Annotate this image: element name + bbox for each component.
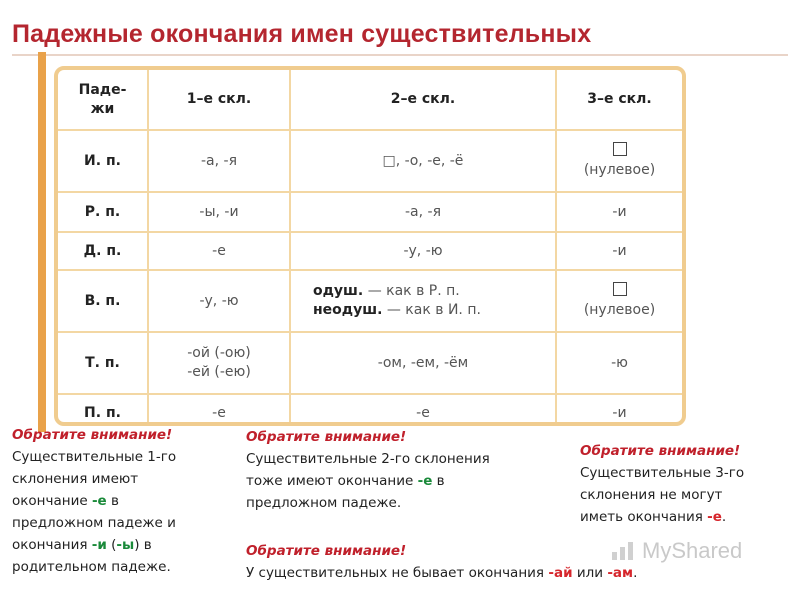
note-text: тоже имеют окончание	[246, 473, 418, 489]
note-text: или	[572, 565, 608, 581]
title-divider	[12, 54, 788, 56]
note-text: .	[633, 565, 638, 581]
ending-decl-1	[148, 332, 290, 394]
ending-decl-3: -и	[556, 192, 682, 232]
null-ending-box-icon	[613, 282, 627, 296]
ending-decl-2	[290, 270, 556, 332]
note-decl-3	[580, 440, 794, 528]
header-decl-3: 3–е скл.	[556, 70, 682, 130]
note-heading: Обратите внимание!	[246, 543, 407, 559]
ending-highlight: -ам	[607, 565, 634, 581]
page-title: Падежные окончания имен существительных	[12, 20, 592, 48]
note-text: ) в	[134, 537, 152, 553]
case-label: П. п.	[58, 394, 148, 426]
note-line: Существительные 3-го	[580, 465, 745, 481]
ending-decl-3: -и	[556, 394, 682, 426]
note-line: предложном падеже и	[12, 515, 176, 531]
note-text: в	[432, 473, 445, 489]
ending-decl-2: -ом, -ем, -ём	[290, 332, 556, 394]
animate-text: — как в Р. п.	[363, 283, 460, 300]
ending-decl-1: -е	[148, 394, 290, 426]
note-text: .	[721, 509, 727, 525]
note-line: Существительные 2-го склонения	[246, 451, 490, 467]
ending-decl-3	[556, 130, 682, 192]
table-row	[58, 232, 682, 270]
note-text: (	[106, 537, 117, 553]
ending-decl-2: □, -о, -е, -ё	[290, 130, 556, 192]
note-text: иметь окончания	[580, 509, 708, 525]
note-line: склонения не могут	[580, 487, 723, 503]
header-decl-1: 1–е скл.	[148, 70, 290, 130]
case-label: В. п.	[58, 270, 148, 332]
table-row	[58, 394, 682, 426]
case-label: Р. п.	[58, 192, 148, 232]
ending-decl-1: -у, -ю	[148, 270, 290, 332]
ending-decl-2: -а, -я	[290, 192, 556, 232]
null-ending-label: (нулевое)	[583, 302, 656, 318]
ending-highlight: -и	[91, 537, 107, 553]
table-row	[58, 130, 682, 192]
inanimate-text: — как в И. п.	[382, 302, 481, 318]
note-decl-2	[246, 426, 576, 514]
note-heading: Обратите внимание!	[580, 443, 741, 459]
animate-rule	[313, 282, 551, 301]
note-line: Существительные 1-го	[12, 449, 177, 465]
ending-decl-1: -е	[148, 232, 290, 270]
note-text: окончания	[12, 537, 92, 553]
table-row	[58, 192, 682, 232]
header-cases: Паде- жи	[58, 70, 148, 130]
note-heading: Обратите внимание!	[246, 429, 407, 445]
note-text: в	[106, 493, 119, 509]
ending-decl-2: -е	[290, 394, 556, 426]
table-row	[58, 332, 682, 394]
accent-bar	[38, 52, 46, 432]
ending-highlight: -е	[91, 493, 107, 509]
case-label: Т. п.	[58, 332, 148, 394]
ending-highlight: -ай	[548, 565, 573, 581]
note-line: родительном падеже.	[12, 559, 171, 575]
ending-highlight: -ы	[116, 537, 135, 553]
note-decl-1	[12, 424, 232, 578]
note-heading: Обратите внимание!	[12, 427, 173, 443]
ending-highlight: -е	[417, 473, 433, 489]
note-line: предложном падеже.	[246, 495, 402, 511]
ending-highlight: -е	[707, 509, 722, 525]
ending-decl-1: -а, -я	[148, 130, 290, 192]
watermark-text: MyShared	[642, 538, 743, 563]
chart-icon	[610, 540, 638, 562]
watermark-logo	[610, 538, 742, 564]
inanimate-label: неодуш.	[313, 302, 383, 318]
ending-decl-3: -и	[556, 232, 682, 270]
ending-decl-2: -у, -ю	[290, 232, 556, 270]
animate-label: одуш.	[313, 283, 364, 300]
header-decl-2: 2–е скл.	[290, 70, 556, 130]
case-label: И. п.	[58, 130, 148, 192]
null-ending-box-icon	[613, 142, 627, 156]
ending-decl-3: -ю	[556, 332, 682, 394]
ending-line: -ей (-ею)	[187, 364, 251, 380]
ending-decl-3	[556, 270, 682, 332]
endings-table	[54, 66, 686, 426]
note-text: У существительных не бывает окончания	[246, 565, 549, 581]
table-row	[58, 270, 682, 332]
case-label: Д. п.	[58, 232, 148, 270]
note-line: склонения имеют	[12, 471, 139, 487]
note-text: окончание	[12, 493, 92, 509]
table-header-row	[58, 70, 682, 130]
ending-decl-1: -ы, -и	[148, 192, 290, 232]
null-ending-label: (нулевое)	[583, 162, 656, 178]
inanimate-rule	[313, 301, 551, 320]
ending-line: -ой (-ою)	[187, 345, 251, 362]
